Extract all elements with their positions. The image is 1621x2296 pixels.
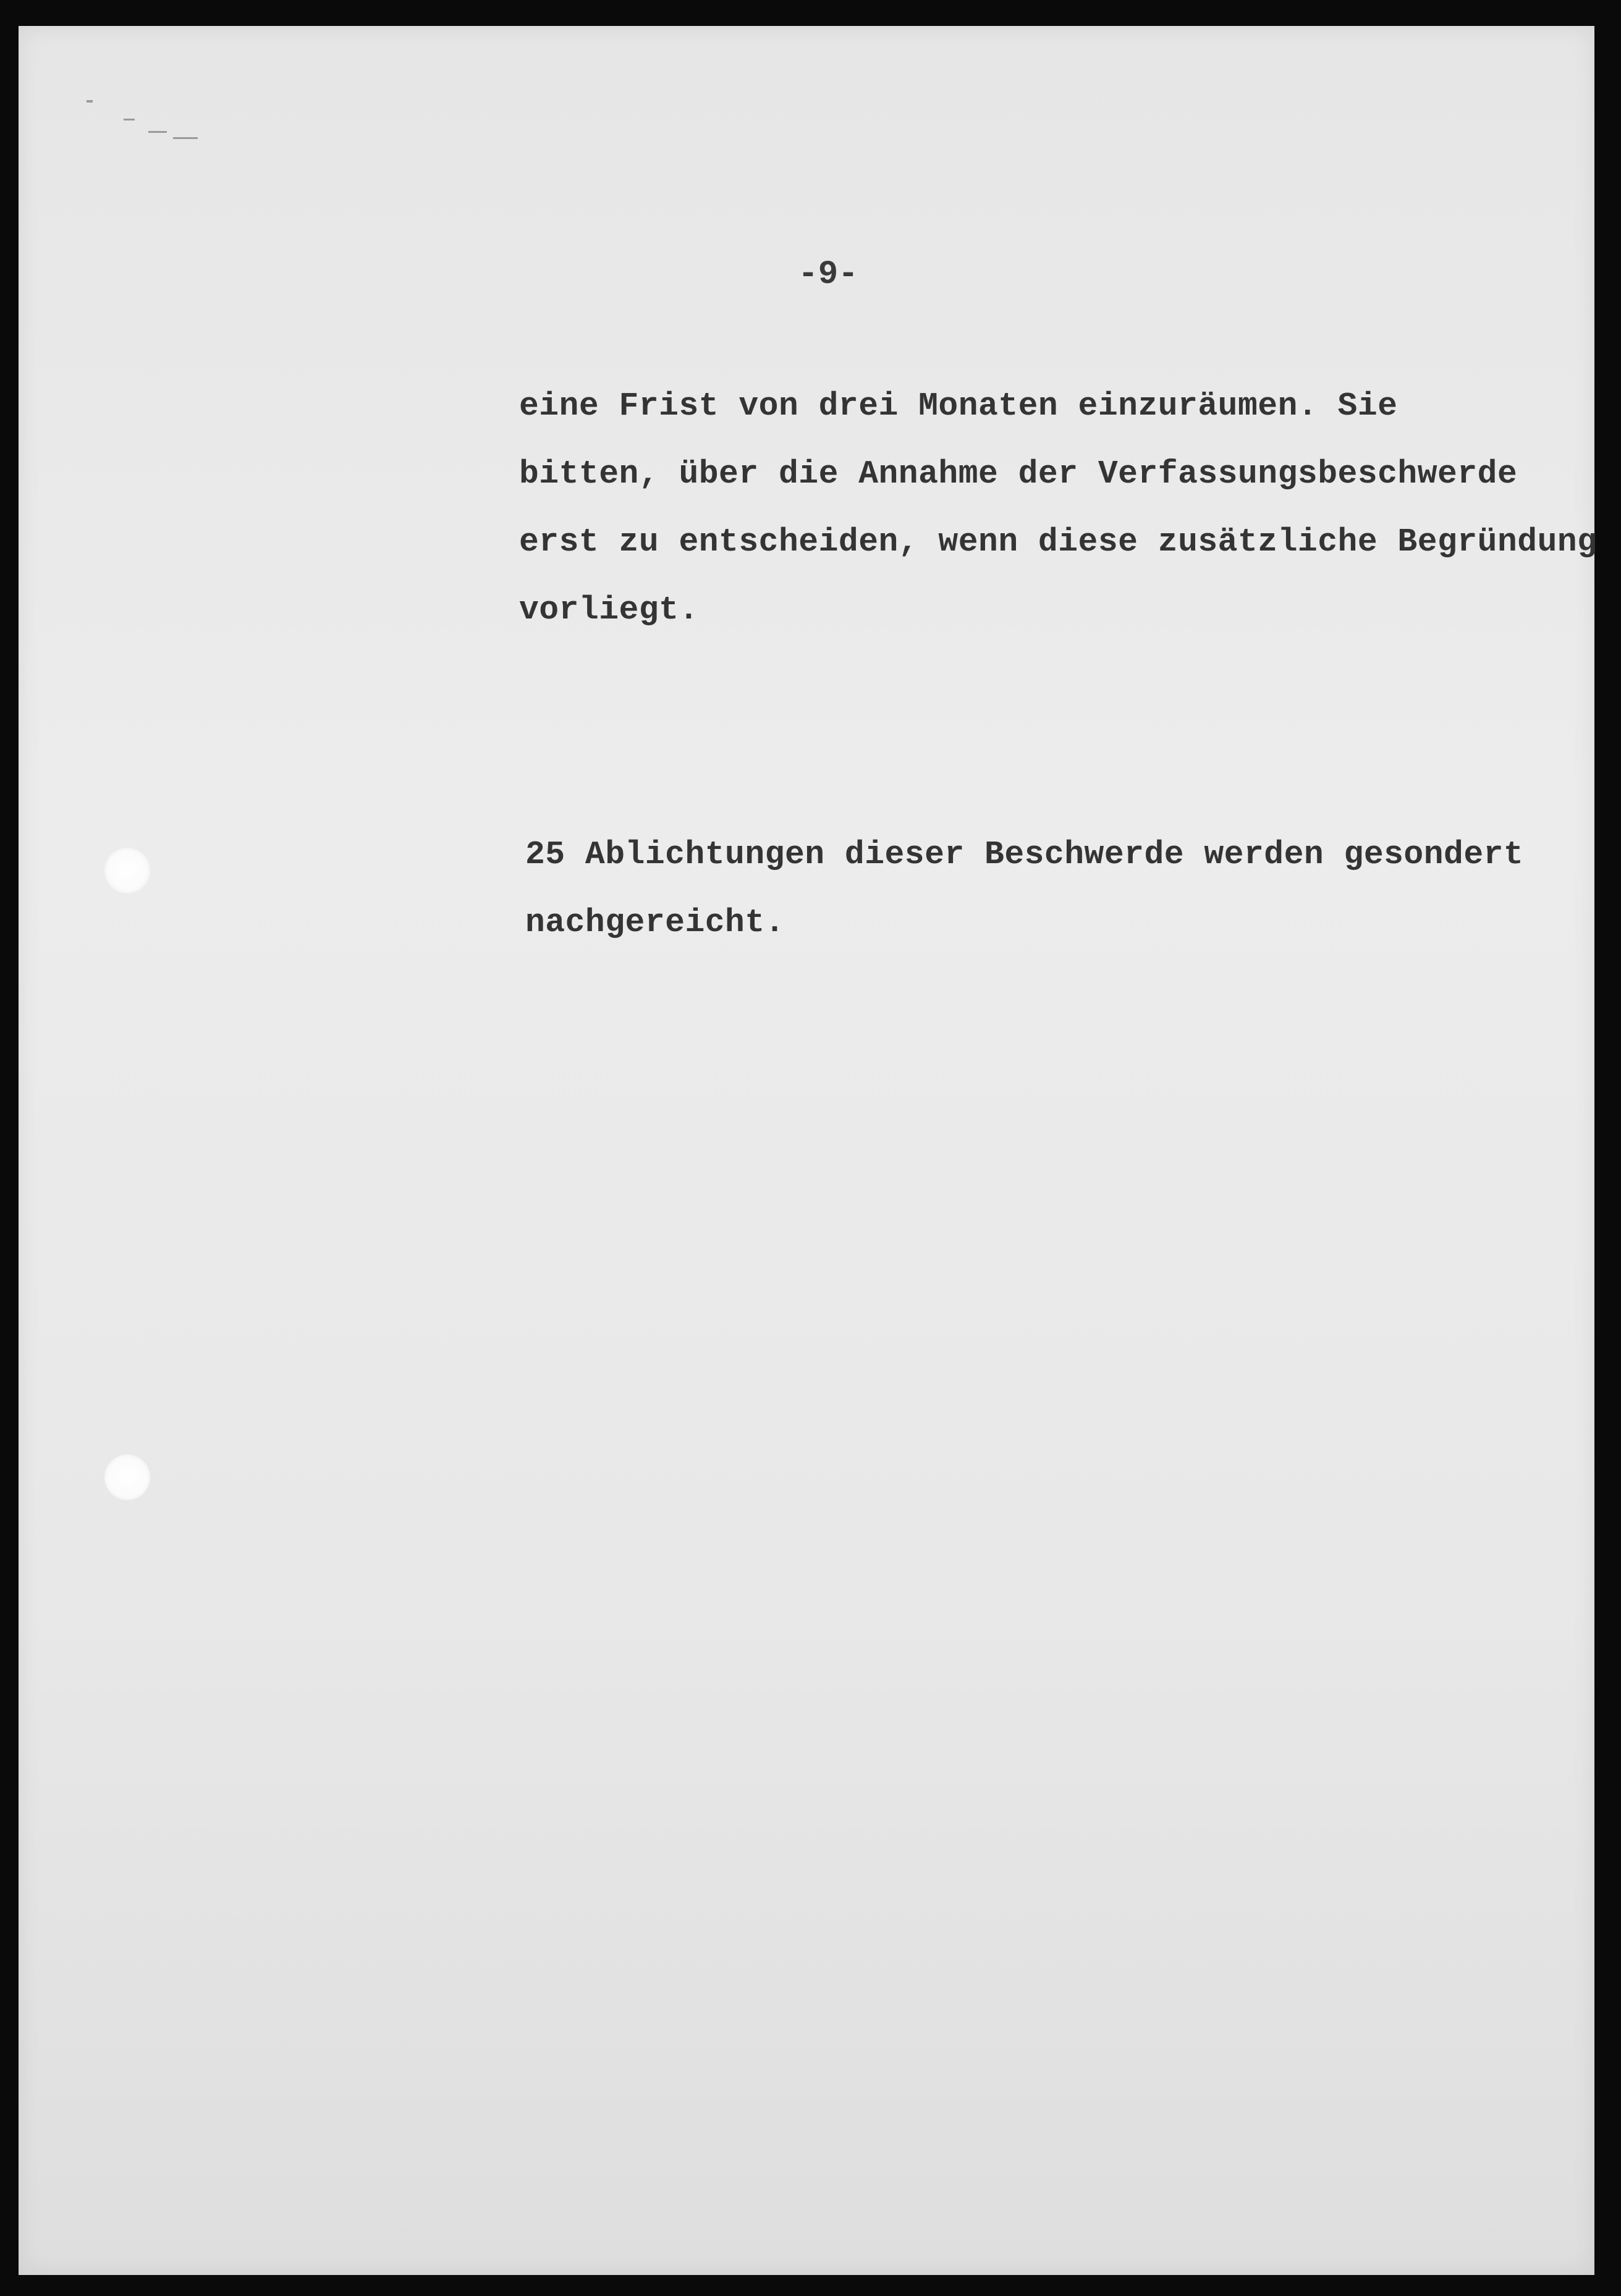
text-line: nachgereicht.	[525, 904, 785, 941]
text-line: erst zu entscheiden, wenn diese zusätzliche Begründung	[519, 523, 1598, 560]
paper-speck	[148, 131, 167, 133]
document-page	[19, 26, 1598, 2275]
paper-speck	[124, 119, 135, 120]
punch-hole-bottom	[104, 1454, 150, 1500]
paragraph-deadline-request	[519, 372, 1598, 644]
paper-speck	[87, 100, 93, 103]
text-line: eine Frist von drei Monaten einzuräumen. Sie	[519, 387, 1398, 424]
page-number: -9-	[798, 256, 858, 293]
punch-hole-top	[104, 848, 150, 893]
paragraph-copies-note	[525, 821, 1601, 956]
text-line: vorliegt.	[519, 591, 699, 628]
text-line: 25 Ablichtungen dieser Beschwerde werden gesondert	[525, 836, 1524, 873]
paper-speck	[173, 137, 198, 139]
text-line: bitten, über die Annahme der Verfassungsbeschwerde	[519, 455, 1518, 492]
